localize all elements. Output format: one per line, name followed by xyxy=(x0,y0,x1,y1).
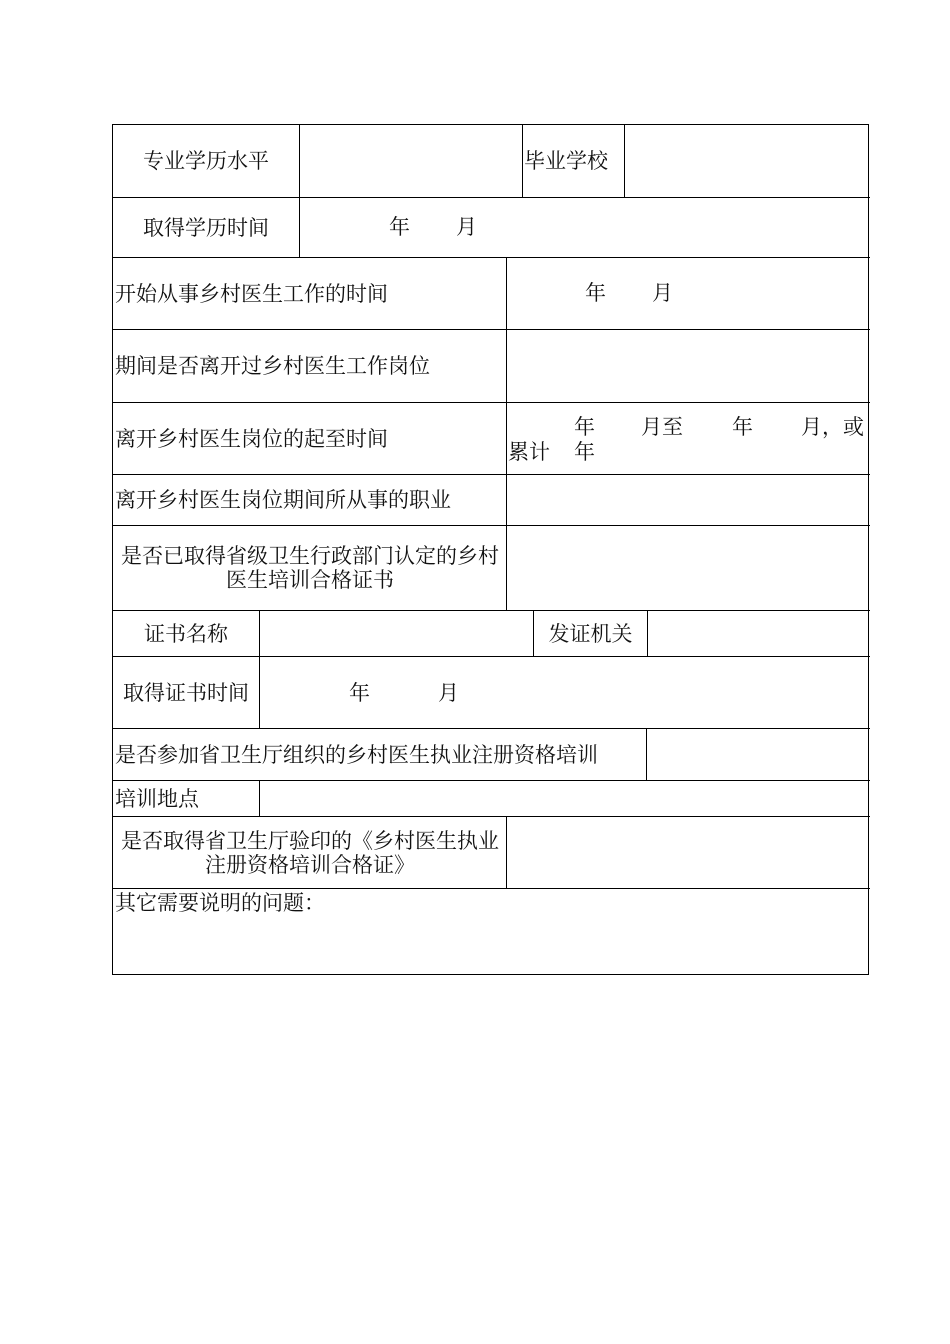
year-label: 年 xyxy=(732,415,753,439)
cert-time-field[interactable] xyxy=(260,657,870,728)
training-cert-label: 是否取得省卫生厅验印的《乡村医生执业注册资格培训合格证》 xyxy=(121,828,499,877)
training-place-field[interactable] xyxy=(260,781,870,816)
year-label: 年 xyxy=(574,415,595,439)
month-label: 月 xyxy=(652,281,673,305)
training-place-label: 培训地点 xyxy=(115,786,199,811)
left-period-field[interactable] xyxy=(507,403,870,474)
left-period-label: 离开乡村医生岗位的起至时间 xyxy=(115,426,388,451)
school-label: 毕业学校 xyxy=(524,149,608,173)
year-label: 年 xyxy=(349,681,370,705)
issuer-field[interactable] xyxy=(648,611,870,656)
school-field[interactable] xyxy=(625,125,870,197)
training-cert-field[interactable] xyxy=(507,817,870,888)
cert-name-label: 证书名称 xyxy=(144,621,228,646)
edu-time-label: 取得学历时间 xyxy=(143,215,269,240)
training-question-field[interactable] xyxy=(647,729,870,780)
other-notes-field[interactable] xyxy=(113,889,870,975)
edu-time-field[interactable] xyxy=(300,198,870,257)
issuer-label: 发证机关 xyxy=(548,621,633,646)
village-doctor-form-table xyxy=(112,124,869,975)
start-work-time-field[interactable] xyxy=(507,258,870,329)
edu-level-label: 专业学历水平 xyxy=(143,149,269,173)
year-label: 年 xyxy=(585,281,606,305)
start-work-label: 开始从事乡村医生工作的时间 xyxy=(115,281,388,306)
month-label: 月 xyxy=(456,215,477,239)
left-post-field[interactable] xyxy=(507,330,870,402)
certificate-question-label: 是否已取得省级卫生行政部门认定的乡村医生培训合格证书 xyxy=(121,544,499,592)
year-label: 年 xyxy=(574,440,595,464)
other-notes-label: 其它需要说明的问题： xyxy=(115,891,325,915)
month-to-label: 月至 xyxy=(641,415,683,439)
certificate-question-field[interactable] xyxy=(507,526,870,610)
occupation-field[interactable] xyxy=(507,475,870,525)
left-post-label: 期间是否离开过乡村医生工作岗位 xyxy=(115,354,430,378)
occupation-label: 离开乡村医生岗位期间所从事的职业 xyxy=(115,488,451,512)
training-question-label: 是否参加省卫生厅组织的乡村医生执业注册资格培训 xyxy=(115,742,598,767)
total-label: 累计 xyxy=(508,440,550,464)
cert-time-label: 取得证书时间 xyxy=(123,680,249,705)
month-or-label: 月，或 xyxy=(801,415,864,439)
month-label: 月 xyxy=(438,681,459,705)
year-label: 年 xyxy=(389,215,410,239)
edu-level-field[interactable] xyxy=(300,125,522,197)
cert-name-field[interactable] xyxy=(260,611,533,656)
